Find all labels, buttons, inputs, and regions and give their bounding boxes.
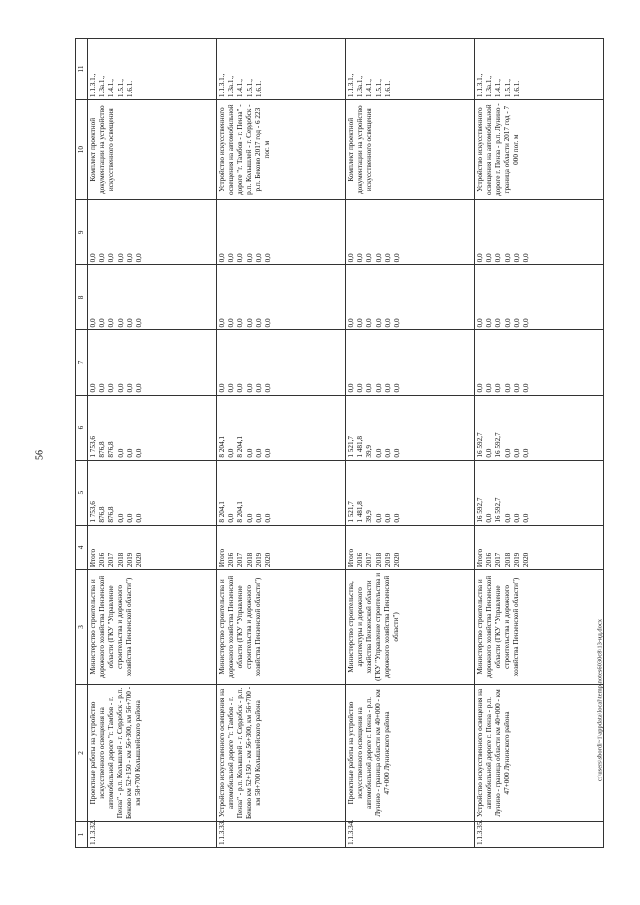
amount-col6-cell-line: 0,0 [116, 448, 125, 458]
document-file-path: c:\users\sbordi~1\appdata\local\temp\notes6030c8\13-ид.docx [596, 618, 604, 782]
year-cell-line: 2018 [503, 552, 512, 568]
amount-col9-cell-line: 0,0 [494, 253, 503, 263]
amount-col8-cell-line: 0,0 [485, 318, 494, 328]
amount-col8-cell-line: 0,0 [236, 318, 245, 328]
amount-col7-cell-line: 0,0 [374, 383, 383, 393]
amount-col9-cell-line: 0,0 [347, 253, 355, 263]
amount-col6-cell-line: 0,0 [254, 448, 263, 458]
amount-col7-cell-line: 0,0 [89, 383, 97, 393]
year-cell-line: 2017 [107, 552, 116, 568]
activity-number-cell: 1.1.3.32. [88, 822, 217, 848]
amount-col9-cell-line: 0,0 [503, 253, 512, 263]
amount-col8-cell-line: 0,0 [263, 318, 272, 328]
amount-col7-cell-line: 0,0 [383, 383, 392, 393]
header-cell: 11 [76, 39, 88, 100]
table-row [217, 39, 346, 848]
amount-col9-cell [217, 200, 346, 265]
year-cell-line: 2019 [254, 552, 263, 568]
amount-col7-cell-line: 0,0 [521, 383, 530, 393]
header-cell: 8 [76, 265, 88, 330]
amount-col6-cell [217, 395, 346, 460]
indicator-cell-line: 1.6.1. [254, 80, 263, 98]
amount-col9-cell [88, 200, 217, 265]
year-cell-line: 2016 [98, 552, 107, 568]
year-cell-line: 2016 [485, 552, 494, 568]
year-cell-line: 2016 [356, 552, 365, 568]
indicator-cell-line: 1.1.3.1., [347, 73, 355, 98]
year-cell-line: 2018 [374, 552, 383, 568]
indicator-cell-line: 1.1.3.1., [89, 73, 97, 98]
amount-col7-cell-line: 0,0 [485, 383, 494, 393]
amount-col7-cell-line: 0,0 [98, 383, 107, 393]
indicator-cell-line: 1.6.1. [383, 80, 392, 98]
indicator-cell-line: 1.5.1., [245, 79, 254, 98]
amount-col5-cell [475, 460, 604, 525]
amount-col7-cell-line: 0,0 [236, 383, 245, 393]
indicator-cell-line: 1.1.3.1., [476, 73, 484, 98]
amount-col8-cell-line: 0,0 [356, 318, 365, 328]
amount-col5-cell-line: 0,0 [227, 513, 236, 523]
indicator-cell-line: 1.4.1., [365, 79, 374, 98]
year-cell-line: 2020 [263, 552, 272, 568]
amount-col8-cell [346, 265, 475, 330]
indicator-cell-line: 1.6.1. [512, 80, 521, 98]
header-cell: 7 [76, 330, 88, 395]
indicator-cell-line: 1.3а.1., [227, 75, 236, 98]
amount-col9-cell-line: 0,0 [89, 253, 97, 263]
amount-col8-cell-line: 0,0 [227, 318, 236, 328]
year-cell-line: 2019 [383, 552, 392, 568]
amount-col6-cell-line: 0,0 [125, 448, 134, 458]
amount-col7-cell-line: 0,0 [116, 383, 125, 393]
amount-col6-cell-line: 0,0 [485, 448, 494, 458]
amount-col6-cell-line: 0,0 [383, 448, 392, 458]
indicator-cell-line: 1.1.3.1., [218, 73, 226, 98]
year-cell-line: 2016 [227, 552, 236, 568]
amount-col5-cell-line: 1 481,8 [356, 501, 365, 523]
amount-col6-cell-line: 8 204,1 [236, 436, 245, 458]
amount-col8-cell-line: 0,0 [125, 318, 134, 328]
amount-col6-cell [346, 395, 475, 460]
amount-col6-cell-line: 39,9 [365, 445, 374, 458]
amount-col7-cell [217, 330, 346, 395]
amount-col7-cell-line: 0,0 [476, 383, 484, 393]
amount-col8-cell-line: 0,0 [107, 318, 116, 328]
amount-col5-cell-line: 1 753,6 [89, 501, 97, 523]
header-cell: 2 [76, 684, 88, 821]
amount-col7-cell-line: 0,0 [218, 383, 226, 393]
executor-cell: Министерство строительства, архитектуры и дорожного хозяйства Пензенской области (ГКУ "Управление строительства и дорожного хозяйства Пензенской области") [346, 570, 475, 685]
amount-col9-cell-line: 0,0 [107, 253, 116, 263]
year-cell-line: 2017 [365, 552, 374, 568]
amount-col9-cell-line: 0,0 [365, 253, 374, 263]
amount-col6-cell-line: 876,8 [107, 441, 116, 458]
amount-col5-cell-line: 0,0 [503, 513, 512, 523]
amount-col9-cell-line: 0,0 [485, 253, 494, 263]
indicator-cell [346, 39, 475, 100]
header-cell: 6 [76, 395, 88, 460]
amount-col6-cell-line: 0,0 [374, 448, 383, 458]
amount-col6-cell-line: 0,0 [227, 448, 236, 458]
indicator-cell-line: 1.3а.1., [356, 75, 365, 98]
amount-col5-cell-line: 0,0 [254, 513, 263, 523]
amount-col5-cell-line: 0,0 [521, 513, 530, 523]
indicator-cell-line: 1.3а.1., [485, 75, 494, 98]
amount-col7-cell-line: 0,0 [254, 383, 263, 393]
amount-col6-cell-line: 876,8 [98, 441, 107, 458]
amount-col7-cell [346, 330, 475, 395]
amount-col9-cell-line: 0,0 [116, 253, 125, 263]
amount-col6-cell-line: 16 592,7 [494, 432, 503, 458]
amount-col8-cell-line: 0,0 [116, 318, 125, 328]
amount-col9-cell-line: 0,0 [383, 253, 392, 263]
indicator-cell-line: 1.3а.1., [98, 75, 107, 98]
amount-col8-cell-line: 0,0 [494, 318, 503, 328]
year-cell-line: 2017 [494, 552, 503, 568]
amount-col5-cell-line: 0,0 [125, 513, 134, 523]
amount-col5-cell [346, 460, 475, 525]
activity-name-cell: Проектные работы на устройство искусственного освещения на автомобильной дороге г. Пенза - р.п. Лунино - граница области км 40+000 - км 47+000 Лунинского района [346, 684, 475, 821]
amount-col9-cell [475, 200, 604, 265]
amount-col8-cell-line: 0,0 [503, 318, 512, 328]
amount-col9-cell [346, 200, 475, 265]
activity-number-cell: 1.1.3.34. [346, 822, 475, 848]
indicator-cell-line: 1.4.1., [107, 79, 116, 98]
table-row [88, 39, 217, 848]
amount-col5-cell-line: 0,0 [383, 513, 392, 523]
amount-col6-cell-line: 0,0 [245, 448, 254, 458]
amount-col9-cell-line: 0,0 [227, 253, 236, 263]
amount-col8-cell-line: 0,0 [98, 318, 107, 328]
amount-col9-cell-line: 0,0 [521, 253, 530, 263]
amount-col6-cell-line: 0,0 [134, 448, 143, 458]
expected-result-cell: Устройство искусственного освещения на автомобильной дороге "г. Тамбов - г. Пенза" - р.п. Колышлей - г. Сердобск - р.п. Беково 2017 год - 6 223 пог. м [217, 100, 346, 200]
amount-col9-cell-line: 0,0 [476, 253, 484, 263]
amount-col6-cell-line: 0,0 [503, 448, 512, 458]
amount-col6-cell-line: 1 753,6 [89, 436, 97, 458]
amount-col8-cell-line: 0,0 [89, 318, 97, 328]
amount-col5-cell-line: 1 521,7 [347, 501, 355, 523]
amount-col8-cell [88, 265, 217, 330]
amount-col7-cell-line: 0,0 [356, 383, 365, 393]
amount-col5-cell-line: 0,0 [245, 513, 254, 523]
amount-col8-cell-line: 0,0 [134, 318, 143, 328]
header-cell: 4 [76, 525, 88, 569]
table-row [475, 39, 604, 848]
activity-name-cell: Проектные работы на устройство искусственного освещения на автомобильной дороге "г. Тамбов - г. Пенза" - р.п. Колышлей - г. Сердобск - р.п. Беково км 52+150 - км 56+300, км 56+700 - км 58+700 Колышлейского района [88, 684, 217, 821]
amount-col6-cell-line: 8 204,1 [218, 436, 226, 458]
header-cell: 9 [76, 200, 88, 265]
indicator-cell [217, 39, 346, 100]
amount-col5-cell-line: 39,9 [365, 510, 374, 523]
executor-cell: Министерство строительства и дорожного хозяйства Пензенской области (ГКУ "Управление строительства и дорожного хозяйства Пензенской области") [88, 570, 217, 685]
amount-col5-cell-line: 0,0 [485, 513, 494, 523]
header-cell: 3 [76, 570, 88, 685]
page-number: 56 [34, 450, 46, 460]
amount-col9-cell-line: 0,0 [374, 253, 383, 263]
amount-col5-cell-line: 16 592,7 [494, 497, 503, 523]
amount-col6-cell-line: 0,0 [521, 448, 530, 458]
amount-col7-cell-line: 0,0 [494, 383, 503, 393]
amount-col8-cell-line: 0,0 [392, 318, 401, 328]
amount-col9-cell-line: 0,0 [356, 253, 365, 263]
amount-col6-cell [88, 395, 217, 460]
amount-col8-cell-line: 0,0 [521, 318, 530, 328]
year-cell [88, 525, 217, 569]
indicator-cell [88, 39, 217, 100]
amount-col5-cell [88, 460, 217, 525]
amount-col9-cell-line: 0,0 [512, 253, 521, 263]
activity-name-cell: Устройство искусственного освещения на автомобильной дороге г. Пенза - р.п. Лунино - граница области км 40+000 - км 47+000 Лунинского района [475, 684, 604, 821]
amount-col6-cell-line: 1 521,7 [347, 436, 355, 458]
amount-col7-cell-line: 0,0 [245, 383, 254, 393]
amount-col7-cell [475, 330, 604, 395]
amount-col5-cell-line: 876,8 [107, 506, 116, 523]
amount-col5-cell-line: 8 204,1 [236, 501, 245, 523]
amount-col5-cell-line: 0,0 [263, 513, 272, 523]
amount-col9-cell-line: 0,0 [125, 253, 134, 263]
indicator-cell [475, 39, 604, 100]
executor-cell: Министерство строительства и дорожного хозяйства Пензенской области (ГКУ "Управление строительства и дорожного хозяйства Пензенской области") [475, 570, 604, 685]
header-cell: 1 [76, 822, 88, 848]
indicator-cell-line: 1.4.1., [236, 79, 245, 98]
amount-col9-cell-line: 0,0 [218, 253, 226, 263]
year-cell-line: 2020 [521, 552, 530, 568]
amount-col6-cell-line: 1 481,8 [356, 436, 365, 458]
amount-col9-cell-line: 0,0 [254, 253, 263, 263]
activity-number-cell: 1.1.3.35. [475, 822, 604, 848]
amount-col5-cell-line: 0,0 [134, 513, 143, 523]
expected-result-cell: Устройство искусственного освещения на автомобильной дороге г. Пенза - р.п. Лунино - граница области 2017 год - 7 000 пог. м [475, 100, 604, 200]
amount-col5-cell-line: 8 204,1 [218, 501, 226, 523]
amount-col5-cell-line: 0,0 [392, 513, 401, 523]
amount-col5-cell-line: 0,0 [116, 513, 125, 523]
amount-col9-cell-line: 0,0 [263, 253, 272, 263]
amount-col8-cell-line: 0,0 [245, 318, 254, 328]
amount-col9-cell-line: 0,0 [236, 253, 245, 263]
year-cell-line: 2018 [116, 552, 125, 568]
indicator-cell-line: 1.5.1., [374, 79, 383, 98]
year-cell [475, 525, 604, 569]
amount-col6-cell-line: 0,0 [392, 448, 401, 458]
amount-col6-cell [475, 395, 604, 460]
amount-col6-cell-line: 0,0 [263, 448, 272, 458]
amount-col9-cell-line: 0,0 [392, 253, 401, 263]
amount-col5-cell-line: 876,8 [98, 506, 107, 523]
indicator-cell-line: 1.4.1., [494, 79, 503, 98]
amount-col8-cell-line: 0,0 [383, 318, 392, 328]
amount-col8-cell [217, 265, 346, 330]
amount-col8-cell-line: 0,0 [254, 318, 263, 328]
header-cell: 5 [76, 460, 88, 525]
indicator-cell-line: 1.6.1. [125, 80, 134, 98]
amount-col9-cell-line: 0,0 [134, 253, 143, 263]
year-cell [217, 525, 346, 569]
year-cell-line: 2017 [236, 552, 245, 568]
amount-col7-cell-line: 0,0 [512, 383, 521, 393]
amount-col8-cell-line: 0,0 [374, 318, 383, 328]
amount-col7-cell-line: 0,0 [503, 383, 512, 393]
amount-col7-cell-line: 0,0 [392, 383, 401, 393]
indicator-cell-line: 1.5.1., [503, 79, 512, 98]
amount-col9-cell-line: 0,0 [245, 253, 254, 263]
program-activities-table [75, 38, 604, 848]
activity-name-cell: Устройство искусственного освещения на автомобильной дороге "г. Тамбов - г. Пенза" - р.п. Колышлей - г. Сердобск - р.п. Беково км 52+150 - км 56+300, км 56+700 - км 58+700 Колышлейского района [217, 684, 346, 821]
amount-col7-cell-line: 0,0 [263, 383, 272, 393]
rotated-table-container [75, 38, 610, 848]
expected-result-cell: Комплект проектной документации на устройство искусственного освещения [88, 100, 217, 200]
activity-number-cell: 1.1.3.33. [217, 822, 346, 848]
amount-col7-cell-line: 0,0 [365, 383, 374, 393]
amount-col5-cell-line: 0,0 [374, 513, 383, 523]
expected-result-cell: Комплект проектной документации на устройство искусственного освещения [346, 100, 475, 200]
amount-col5-cell [217, 460, 346, 525]
amount-col7-cell-line: 0,0 [107, 383, 116, 393]
year-cell-line: Итого [89, 548, 97, 568]
year-cell [346, 525, 475, 569]
amount-col8-cell-line: 0,0 [512, 318, 521, 328]
year-cell-line: Итого [347, 548, 355, 568]
amount-col6-cell-line: 0,0 [512, 448, 521, 458]
amount-col8-cell [475, 265, 604, 330]
year-cell-line: 2019 [512, 552, 521, 568]
amount-col7-cell-line: 0,0 [227, 383, 236, 393]
year-cell-line: 2020 [392, 552, 401, 568]
header-cell: 10 [76, 100, 88, 200]
amount-col9-cell-line: 0,0 [98, 253, 107, 263]
amount-col5-cell-line: 16 592,7 [476, 497, 484, 523]
amount-col8-cell-line: 0,0 [347, 318, 355, 328]
amount-col8-cell-line: 0,0 [476, 318, 484, 328]
year-cell-line: Итого [476, 548, 484, 568]
amount-col7-cell [88, 330, 217, 395]
executor-cell: Министерство строительства и дорожного хозяйства Пензенской области (ГКУ "Управление строительства и дорожного хозяйства Пензенской области") [217, 570, 346, 685]
amount-col7-cell-line: 0,0 [347, 383, 355, 393]
amount-col8-cell-line: 0,0 [218, 318, 226, 328]
indicator-cell-line: 1.5.1., [116, 79, 125, 98]
year-cell-line: 2019 [125, 552, 134, 568]
amount-col7-cell-line: 0,0 [134, 383, 143, 393]
amount-col7-cell-line: 0,0 [125, 383, 134, 393]
year-cell-line: 2020 [134, 552, 143, 568]
year-cell-line: 2018 [245, 552, 254, 568]
table-row [346, 39, 475, 848]
amount-col8-cell-line: 0,0 [365, 318, 374, 328]
year-cell-line: Итого [218, 548, 226, 568]
amount-col5-cell-line: 0,0 [512, 513, 521, 523]
table-header-row [76, 39, 88, 848]
amount-col6-cell-line: 16 592,7 [476, 432, 484, 458]
